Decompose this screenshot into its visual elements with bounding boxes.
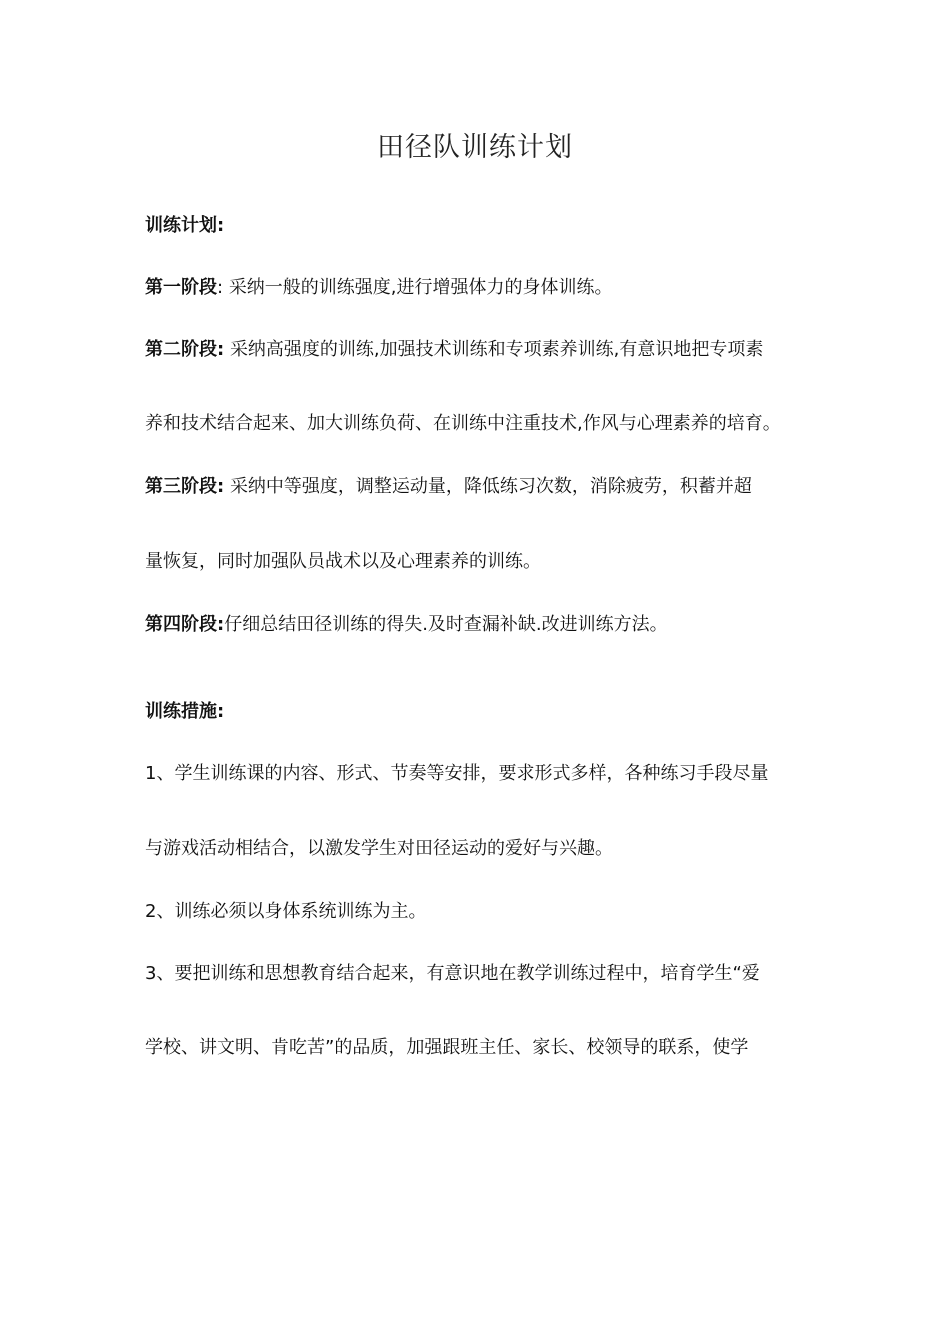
- plan-heading: 训练计划:: [145, 215, 225, 236]
- measure-1-line1: 1、学生训练课的内容、形式、节奏等安排，要求形式多样，各种练习手段尽量: [145, 763, 769, 784]
- stage-4: [145, 612, 825, 638]
- stage-1-separator: :: [217, 277, 224, 298]
- stage-2-label: 第二阶段:: [145, 339, 225, 360]
- measure-2-line1: 2、训练必须以身体系统训练为主。: [145, 901, 427, 922]
- measure-3-line2: 学校、讲文明、肯吃苦”的品质，加强跟班主任、家长、校领导的联系，使学: [145, 1037, 749, 1058]
- stage-1-text: 采纳一般的训练强度,进行增强体力的身体训练。: [228, 277, 613, 298]
- stage-3-text-line1: 采纳中等强度，调整运动量，降低练习次数，消除疲劳，积蓄并超: [229, 476, 752, 497]
- stage-4-label: 第四阶段:: [145, 614, 225, 635]
- measure-1-line2: 与游戏活动相结合，以激发学生对田径运动的爱好与兴趣。: [145, 838, 613, 859]
- document-title: 田径队训练计划: [377, 132, 573, 163]
- measure-3-line1: 3、要把训练和思想教育结合起来，有意识地在教学训练过程中，培育学生“爱: [145, 963, 760, 984]
- stage-2-text-line2: 养和技术结合起来、加大训练负荷、在训练中注重技术,作风与心理素养的培育。: [145, 413, 781, 434]
- stage-3-text-line2: 量恢复，同时加强队员战术以及心理素养的训练。: [145, 551, 541, 572]
- stage-1-label: 第一阶段: [145, 277, 217, 298]
- stage-3: [145, 474, 825, 500]
- stage-1: [145, 275, 825, 301]
- stage-2: [145, 337, 825, 363]
- stage-3-label: 第三阶段:: [145, 476, 225, 497]
- measures-heading: 训练措施:: [145, 701, 225, 722]
- stage-2-text-line1: 采纳高强度的训练,加强技术训练和专项素养训练,有意识地把专项素: [229, 339, 764, 360]
- stage-4-text: 仔细总结田径训练的得失.及时查漏补缺.改进训练方法。: [224, 614, 668, 635]
